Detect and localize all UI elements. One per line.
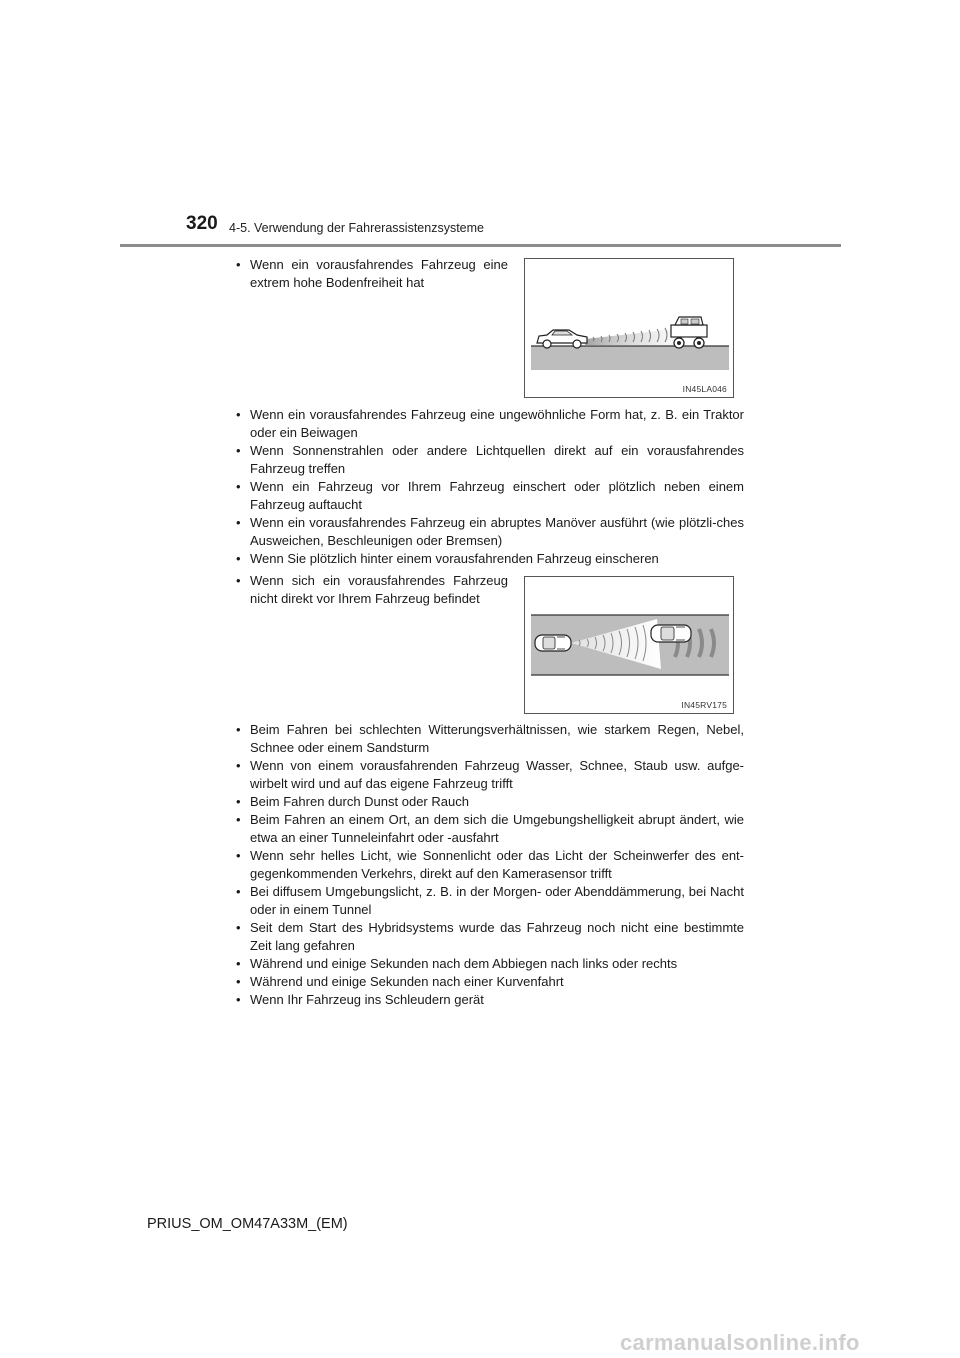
figure-code: IN45LA046 [682, 384, 727, 394]
bullet-item: • Wenn Sonnenstrahlen oder andere Lichtquellen direkt auf ein vorausfahrendes Fahrzeug treffen [236, 442, 744, 478]
sensor-beam [585, 329, 675, 345]
bullet-item: • Wenn ein Fahrzeug vor Ihrem Fahrzeug einschert oder plötzlich neben einem Fahrzeug auftaucht [236, 478, 744, 514]
bullet-item: • Beim Fahren bei schlechten Witterungsverhältnissen, wie starkem Regen, Nebel, Schnee oder einem Sandsturm [236, 721, 744, 757]
illustration-high-clearance [525, 259, 733, 397]
own-car-icon [537, 330, 587, 348]
bullet-item: • Seit dem Start des Hybridsystems wurde das Fahrzeug noch nicht eine bestimmte Zeit lang gefahren [236, 919, 744, 955]
bullet-item: • Während und einige Sekunden nach dem Abbiegen nach links oder rechts [236, 955, 744, 973]
page-number: 320 [186, 213, 218, 234]
section-title: 4-5. Verwendung der Fahrerassistenzsysteme [229, 221, 484, 235]
bullet-item: • Wenn Ihr Fahrzeug ins Schleudern gerät [236, 991, 744, 1009]
bullet-item: • Wenn ein vorausfahrendes Fahrzeug eine ungewöhnliche Form hat, z. B. ein Traktor oder ein Beiwagen [236, 406, 744, 442]
figure-code: IN45RV175 [681, 700, 727, 710]
figure-offset-vehicle [524, 576, 734, 714]
bullet-item: • Während und einige Sekunden nach einer Kurvenfahrt [236, 973, 744, 991]
bullet-item: • Wenn Sie plötzlich hinter einem vorausfahrenden Fahrzeug einscheren [236, 550, 744, 568]
high-clearance-vehicle-icon [671, 317, 707, 348]
bullet-item: • Wenn von einem vorausfahrenden Fahrzeug Wasser, Schnee, Staub usw. aufge-wirbelt wird und auf das eigene Fahrzeug trifft [236, 757, 744, 793]
header-divider [120, 244, 841, 247]
bullet-item: • Beim Fahren durch Dunst oder Rauch [236, 793, 744, 811]
figure-high-clearance-vehicle [524, 258, 734, 398]
illustration-offset-vehicle [525, 577, 733, 713]
bullet-item: • Bei diffusem Umgebungslicht, z. B. in der Morgen- oder Abenddämmerung, bei Nacht oder in einem Tunnel [236, 883, 744, 919]
watermark: carmanualsonline.info [620, 1330, 860, 1355]
bullet-item: • Wenn ein vorausfahrendes Fahrzeug eine extrem hohe Bodenfreiheit hat [236, 256, 508, 292]
bullet-item: • Wenn ein vorausfahrendes Fahrzeug ein abruptes Manöver ausführt (wie plötzli-ches Ausweichen, Beschleunigen oder Bremsen) [236, 514, 744, 550]
bullet-list [236, 406, 744, 568]
leading-car-icon [651, 625, 691, 642]
bullet-item: • Wenn sich ein vorausfahrendes Fahrzeug nicht direkt vor Ihrem Fahrzeug befindet [236, 572, 508, 608]
road-surface [531, 346, 729, 370]
bullet-list [236, 572, 508, 608]
bullet-list [236, 721, 744, 1009]
bullet-list [236, 256, 508, 292]
document-code: PRIUS_OM_OM47A33M_(EM) [147, 1216, 348, 1232]
bullet-item: • Wenn sehr helles Licht, wie Sonnenlicht oder das Licht der Scheinwerfer des ent-gegenkommenden Verkehrs, direkt auf den Kamerasensor trifft [236, 847, 744, 883]
bullet-item: • Beim Fahren an einem Ort, an dem sich die Umgebungshelligkeit abrupt ändert, wie etwa an einer Tunneleinfahrt oder -ausfahrt [236, 811, 744, 847]
own-car-icon [535, 635, 571, 651]
